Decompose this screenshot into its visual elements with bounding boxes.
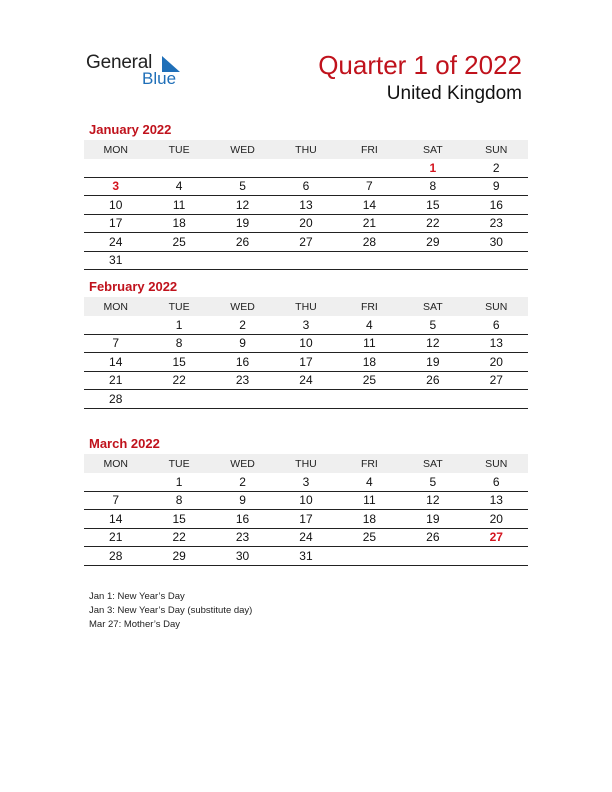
empty-day-cell xyxy=(84,473,147,491)
weekday-header: SAT xyxy=(401,297,464,316)
day-cell: 26 xyxy=(211,233,274,252)
day-cell: 2 xyxy=(211,316,274,334)
day-cell: 31 xyxy=(84,251,147,270)
day-cell: 14 xyxy=(84,510,147,529)
weekday-header: TUE xyxy=(147,297,210,316)
day-cell: 24 xyxy=(274,371,337,390)
day-cell: 1 xyxy=(401,159,464,177)
empty-day-cell xyxy=(147,390,210,409)
day-cell: 25 xyxy=(338,528,401,547)
weekday-header: WED xyxy=(211,454,274,473)
weekday-header: FRI xyxy=(338,297,401,316)
week-row xyxy=(84,371,528,390)
day-cell: 23 xyxy=(465,214,528,233)
week-row xyxy=(84,473,528,491)
weekday-header: SAT xyxy=(401,454,464,473)
day-cell: 16 xyxy=(211,353,274,372)
weekday-header: THU xyxy=(274,454,337,473)
week-row xyxy=(84,491,528,510)
empty-day-cell xyxy=(211,251,274,270)
day-cell: 16 xyxy=(465,196,528,215)
day-cell: 22 xyxy=(147,371,210,390)
day-cell: 7 xyxy=(84,334,147,353)
day-cell: 5 xyxy=(211,177,274,196)
week-row xyxy=(84,177,528,196)
empty-day-cell xyxy=(338,547,401,566)
month-title: March 2022 xyxy=(89,436,160,451)
weekday-header: THU xyxy=(274,140,337,159)
day-cell: 26 xyxy=(401,528,464,547)
day-cell: 6 xyxy=(274,177,337,196)
day-cell: 18 xyxy=(338,353,401,372)
day-cell: 7 xyxy=(84,491,147,510)
day-cell: 18 xyxy=(338,510,401,529)
day-cell: 28 xyxy=(338,233,401,252)
day-cell: 8 xyxy=(147,491,210,510)
day-cell: 4 xyxy=(338,316,401,334)
day-cell: 12 xyxy=(211,196,274,215)
empty-day-cell xyxy=(274,251,337,270)
week-row xyxy=(84,159,528,177)
week-row xyxy=(84,390,528,409)
weekday-header: MON xyxy=(84,454,147,473)
month-title: February 2022 xyxy=(89,279,178,294)
day-cell: 11 xyxy=(338,491,401,510)
day-cell: 23 xyxy=(211,371,274,390)
day-cell: 22 xyxy=(147,528,210,547)
week-row xyxy=(84,196,528,215)
day-cell: 5 xyxy=(401,316,464,334)
empty-day-cell xyxy=(338,390,401,409)
day-cell: 15 xyxy=(401,196,464,215)
week-row xyxy=(84,528,528,547)
country-name: United Kingdom xyxy=(386,83,522,104)
day-cell: 8 xyxy=(147,334,210,353)
day-cell: 17 xyxy=(274,353,337,372)
weekday-header: TUE xyxy=(147,454,210,473)
empty-day-cell xyxy=(465,390,528,409)
day-cell: 21 xyxy=(338,214,401,233)
weekday-header: FRI xyxy=(338,454,401,473)
day-cell: 7 xyxy=(338,177,401,196)
day-cell: 30 xyxy=(465,233,528,252)
day-cell: 28 xyxy=(84,390,147,409)
weekday-header: TUE xyxy=(147,140,210,159)
weekday-header: SUN xyxy=(465,140,528,159)
empty-day-cell xyxy=(338,251,401,270)
day-cell: 1 xyxy=(147,473,210,491)
holiday-notes xyxy=(89,590,252,632)
day-cell: 1 xyxy=(147,316,210,334)
day-cell: 17 xyxy=(274,510,337,529)
week-row xyxy=(84,251,528,270)
day-cell: 15 xyxy=(147,510,210,529)
day-cell: 30 xyxy=(211,547,274,566)
day-cell: 25 xyxy=(147,233,210,252)
day-cell: 9 xyxy=(211,334,274,353)
day-cell: 11 xyxy=(147,196,210,215)
week-row xyxy=(84,334,528,353)
month-title: January 2022 xyxy=(89,122,172,137)
weekday-header: THU xyxy=(274,297,337,316)
empty-day-cell xyxy=(401,547,464,566)
day-cell: 22 xyxy=(401,214,464,233)
calendar-table xyxy=(84,297,528,409)
holiday-note: Jan 3: New Year’s Day (substitute day) xyxy=(89,605,253,616)
day-cell: 24 xyxy=(274,528,337,547)
logo-text-blue: Blue xyxy=(142,69,177,88)
day-cell: 2 xyxy=(465,159,528,177)
day-cell: 24 xyxy=(84,233,147,252)
day-cell: 13 xyxy=(465,491,528,510)
day-cell: 4 xyxy=(338,473,401,491)
day-cell: 10 xyxy=(274,491,337,510)
day-cell: 13 xyxy=(274,196,337,215)
empty-day-cell xyxy=(84,316,147,334)
empty-day-cell xyxy=(84,159,147,177)
day-cell: 10 xyxy=(274,334,337,353)
day-cell: 12 xyxy=(401,491,464,510)
day-cell: 2 xyxy=(211,473,274,491)
empty-day-cell xyxy=(274,390,337,409)
day-cell: 14 xyxy=(84,353,147,372)
empty-day-cell xyxy=(211,390,274,409)
week-row xyxy=(84,214,528,233)
page-title: Quarter 1 of 2022 xyxy=(318,50,522,80)
weekday-header: WED xyxy=(211,140,274,159)
day-cell: 9 xyxy=(465,177,528,196)
empty-day-cell xyxy=(211,159,274,177)
day-cell: 3 xyxy=(274,316,337,334)
month-february xyxy=(84,279,528,409)
empty-day-cell xyxy=(147,159,210,177)
day-cell: 12 xyxy=(401,334,464,353)
day-cell: 27 xyxy=(465,371,528,390)
day-cell: 21 xyxy=(84,371,147,390)
empty-day-cell xyxy=(274,159,337,177)
day-cell: 26 xyxy=(401,371,464,390)
empty-day-cell xyxy=(465,547,528,566)
day-cell: 14 xyxy=(338,196,401,215)
day-cell: 29 xyxy=(147,547,210,566)
holiday-note: Jan 1: New Year’s Day xyxy=(89,591,185,602)
calendar-table xyxy=(84,140,528,270)
day-cell: 16 xyxy=(211,510,274,529)
day-cell: 3 xyxy=(84,177,147,196)
weekday-header: SUN xyxy=(465,297,528,316)
day-cell: 20 xyxy=(465,510,528,529)
day-cell: 9 xyxy=(211,491,274,510)
empty-day-cell xyxy=(147,251,210,270)
day-cell: 13 xyxy=(465,334,528,353)
empty-day-cell xyxy=(338,159,401,177)
day-cell: 19 xyxy=(401,510,464,529)
day-cell: 15 xyxy=(147,353,210,372)
week-row xyxy=(84,316,528,334)
day-cell: 27 xyxy=(465,528,528,547)
brand-logo xyxy=(86,52,196,92)
day-cell: 17 xyxy=(84,214,147,233)
calendar-table xyxy=(84,454,528,566)
day-cell: 6 xyxy=(465,316,528,334)
weekday-header: SUN xyxy=(465,454,528,473)
day-cell: 19 xyxy=(401,353,464,372)
day-cell: 31 xyxy=(274,547,337,566)
day-cell: 20 xyxy=(274,214,337,233)
day-cell: 27 xyxy=(274,233,337,252)
day-cell: 23 xyxy=(211,528,274,547)
month-march xyxy=(84,436,528,566)
logo-text-general: General xyxy=(86,52,153,73)
day-cell: 29 xyxy=(401,233,464,252)
empty-day-cell xyxy=(401,390,464,409)
day-cell: 19 xyxy=(211,214,274,233)
day-cell: 10 xyxy=(84,196,147,215)
day-cell: 5 xyxy=(401,473,464,491)
day-cell: 21 xyxy=(84,528,147,547)
week-row xyxy=(84,547,528,566)
week-row xyxy=(84,353,528,372)
day-cell: 18 xyxy=(147,214,210,233)
weekday-header: MON xyxy=(84,140,147,159)
day-cell: 4 xyxy=(147,177,210,196)
day-cell: 6 xyxy=(465,473,528,491)
month-january xyxy=(84,122,528,270)
empty-day-cell xyxy=(465,251,528,270)
day-cell: 3 xyxy=(274,473,337,491)
day-cell: 8 xyxy=(401,177,464,196)
weekday-header: MON xyxy=(84,297,147,316)
day-cell: 28 xyxy=(84,547,147,566)
weekday-header: FRI xyxy=(338,140,401,159)
weekday-header: SAT xyxy=(401,140,464,159)
day-cell: 25 xyxy=(338,371,401,390)
day-cell: 20 xyxy=(465,353,528,372)
weekday-header: WED xyxy=(211,297,274,316)
day-cell: 11 xyxy=(338,334,401,353)
week-row xyxy=(84,510,528,529)
holiday-note: Mar 27: Mother’s Day xyxy=(89,619,180,630)
empty-day-cell xyxy=(401,251,464,270)
week-row xyxy=(84,233,528,252)
